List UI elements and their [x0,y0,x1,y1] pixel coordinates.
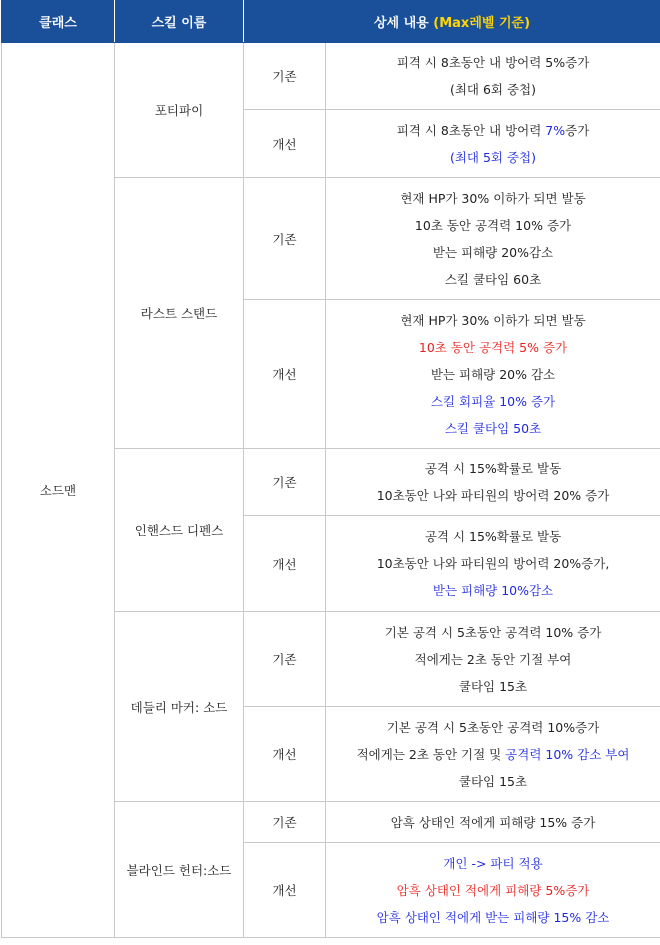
label-new: 개선 [244,110,326,178]
detail-new-cell [326,110,660,178]
label-new: 개선 [244,516,326,612]
header-class: 클래스 [2,1,115,43]
detail-new-cell [326,843,660,938]
skill-name-cell: 포티파이 [115,43,244,178]
detail-line [332,388,654,415]
detail-text: 증가 [565,122,590,138]
detail-text: 암흑 상태인 적에게 받는 피해량 15% 감소 [376,909,610,925]
detail-line [332,307,654,334]
detail-text: 10초동안 나와 파티원의 방어력 20% 증가 [376,488,610,503]
detail-text: 기본 공격 시 5초동안 공격력 10% 증가 [384,624,602,640]
skill-name-cell: 인핸스드 디펜스 [115,449,244,612]
detail-text: 쿨타임 15초 [458,678,528,694]
label-old: 기존 [244,178,326,300]
detail-text: 받는 피해량 20%감소 [432,244,554,260]
detail-text: 10초동안 나와 파티원의 방어력 20%증가, [376,556,610,571]
detail-line [332,741,654,768]
detail-text: 스킬 회피율 10% 증가 [430,393,556,409]
detail-text: 공격 시 15%확률로 발동 [424,461,562,476]
detail-text: 스킬 쿨타임 50초 [444,420,542,436]
detail-new-cell [326,707,660,802]
label-old: 기존 [244,802,326,843]
detail-line [332,523,654,550]
detail-text: 피격 시 8초동안 내 방어력 5%증가 [396,55,590,70]
detail-line [332,212,654,239]
detail-line [332,117,654,144]
detail-line [332,49,654,76]
header-skill-name: 스킬 이름 [115,1,244,43]
detail-line [332,455,654,482]
detail-old-cell [326,43,660,110]
detail-line [332,809,654,836]
label-old: 기존 [244,43,326,110]
detail-line [332,768,654,795]
detail-text: 적에게는 2초 동안 기절 및 [356,746,506,762]
detail-line [332,577,654,604]
detail-line [332,144,654,171]
detail-old-cell [326,802,660,843]
detail-line [332,266,654,293]
detail-text: 암흑 상태인 적에게 피해량 15% 증가 [390,814,596,830]
header-detail-label: 상세 내용 [373,16,434,31]
detail-line [332,904,654,931]
detail-text: 적에게는 2초 동안 기절 부여 [414,651,572,667]
table-row [2,43,660,110]
header-detail-highlight: (Max레벨 기준) [433,16,531,31]
skill-name-cell: 라스트 스탠드 [115,178,244,449]
detail-text: (최대 5회 중첩) [449,149,537,165]
detail-line [332,619,654,646]
detail-line [332,334,654,361]
detail-line [332,714,654,741]
detail-text: 현재 HP가 30% 이하가 되면 발동 [400,190,586,206]
detail-text: 공격력 10% 감소 부여 [505,746,630,762]
label-old: 기존 [244,612,326,707]
detail-old-cell [326,612,660,707]
detail-text: 암흑 상태인 적에게 피해량 5%증가 [396,882,590,898]
detail-text: 공격 시 15%확률로 발동 [424,529,562,544]
detail-line [332,76,654,103]
label-new: 개선 [244,707,326,802]
detail-line [332,550,654,577]
detail-new-cell [326,516,660,612]
detail-text: 쿨타임 15초 [458,773,528,789]
skill-name-cell: 데들리 마커: 소드 [115,612,244,802]
detail-text: 10초 동안 공격력 5% 증가 [418,339,568,355]
detail-text: 10초 동안 공격력 10% 증가 [414,217,572,233]
detail-line [332,877,654,904]
class-name-cell: 소드맨 [2,43,115,938]
detail-text: 스킬 쿨타임 60초 [444,271,542,287]
detail-text: 개인 -> 파티 적용 [443,855,543,871]
detail-line [332,673,654,700]
detail-text: 현재 HP가 30% 이하가 되면 발동 [400,312,586,328]
skill-name-cell: 블라인드 헌터:소드 [115,802,244,938]
detail-line [332,185,654,212]
detail-text: (최대 6회 중첩) [449,82,537,97]
table-header-row [2,1,660,43]
detail-text: 받는 피해량 20% 감소 [430,366,556,382]
detail-line [332,850,654,877]
detail-old-cell [326,178,660,300]
detail-line [332,482,654,509]
detail-text: 받는 피해량 10%감소 [432,583,554,598]
detail-line [332,239,654,266]
skill-change-table [1,0,660,938]
label-new: 개선 [244,300,326,449]
detail-old-cell [326,449,660,516]
detail-text: 7% [545,122,566,138]
detail-text: 피격 시 8초동안 내 방어력 [396,122,546,138]
detail-line [332,361,654,388]
header-detail [244,1,660,43]
detail-text: 기본 공격 시 5초동안 공격력 10%증가 [386,719,600,735]
detail-new-cell [326,300,660,449]
detail-line [332,415,654,442]
label-old: 기존 [244,449,326,516]
detail-line [332,646,654,673]
label-new: 개선 [244,843,326,938]
